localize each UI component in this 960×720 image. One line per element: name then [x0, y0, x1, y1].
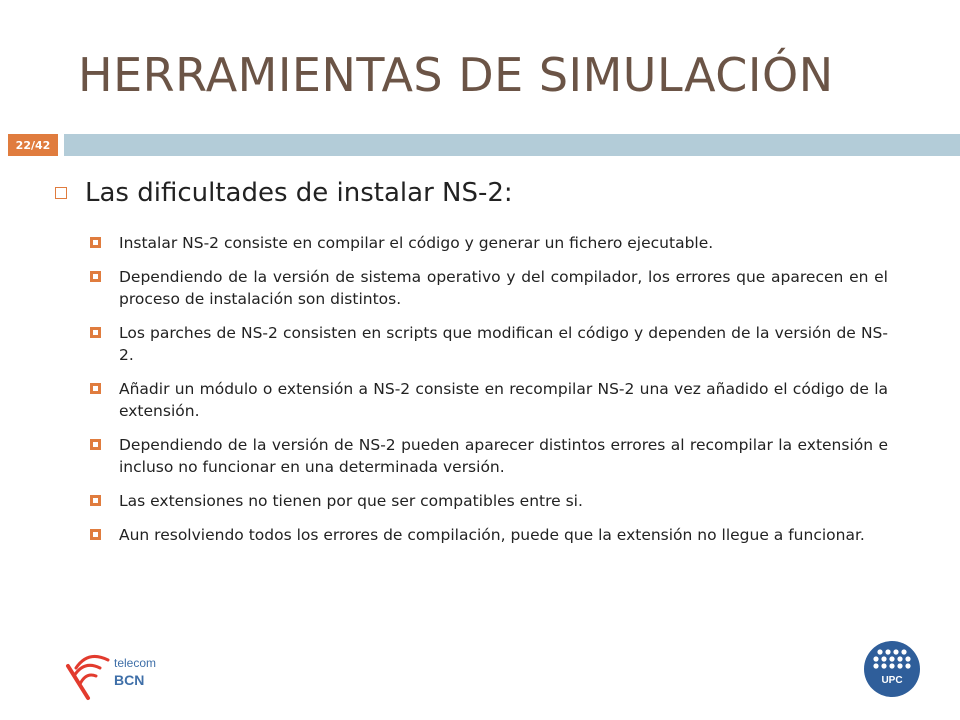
upc-logo-text: UPC	[881, 675, 903, 686]
bullet-text: Aun resolviendo todos los errores de compilación, puede que la extensión no llegue a funcionar.	[119, 526, 865, 544]
square-bullet-icon	[55, 187, 67, 199]
square-bullet-icon	[90, 529, 101, 540]
bullet-item	[90, 322, 888, 366]
telecom-bcn-logo	[64, 646, 174, 702]
bullet-text: Dependiendo de la versión de NS-2 pueden aparecer distintos errores al recompilar la extensión e incluso no funcionar en una determinada versión.	[119, 436, 888, 476]
section-heading	[55, 178, 513, 208]
square-bullet-icon	[90, 439, 101, 450]
square-bullet-icon	[90, 383, 101, 394]
bullet-item	[90, 524, 888, 546]
bullet-item	[90, 378, 888, 422]
bullet-text: Añadir un módulo o extensión a NS-2 consiste en recompilar NS-2 una vez añadido el código de la extensión.	[119, 380, 888, 420]
slide-number-badge: 22/42	[8, 134, 58, 156]
upc-logo	[863, 640, 921, 698]
bcn-logo-text: BCN	[114, 672, 145, 688]
header-divider-bar	[64, 134, 960, 156]
bullet-text: Los parches de NS-2 consisten en scripts que modifican el código y dependen de la versión de NS-2.	[119, 324, 888, 364]
section-heading-text: Las dificultades de instalar NS-2:	[85, 178, 513, 208]
bullet-item	[90, 266, 888, 310]
telecom-logo-text: telecom	[114, 656, 157, 670]
bullet-text: Las extensiones no tienen por que ser compatibles entre si.	[119, 492, 583, 510]
bullet-list	[90, 232, 888, 558]
bullet-item	[90, 434, 888, 478]
square-bullet-icon	[90, 327, 101, 338]
square-bullet-icon	[90, 495, 101, 506]
bullet-item	[90, 232, 888, 254]
bullet-text: Instalar NS-2 consiste en compilar el código y generar un fichero ejecutable.	[119, 234, 714, 252]
upc-dots-icon	[863, 640, 921, 698]
bullet-text: Dependiendo de la versión de sistema operativo y del compilador, los errores que aparecen en el proceso de instalación son distintos.	[119, 268, 888, 308]
square-bullet-icon	[90, 271, 101, 282]
slide-title: HERRAMIENTAS DE SIMULACIÓN	[78, 48, 834, 102]
square-bullet-icon	[90, 237, 101, 248]
bullet-item	[90, 490, 888, 512]
